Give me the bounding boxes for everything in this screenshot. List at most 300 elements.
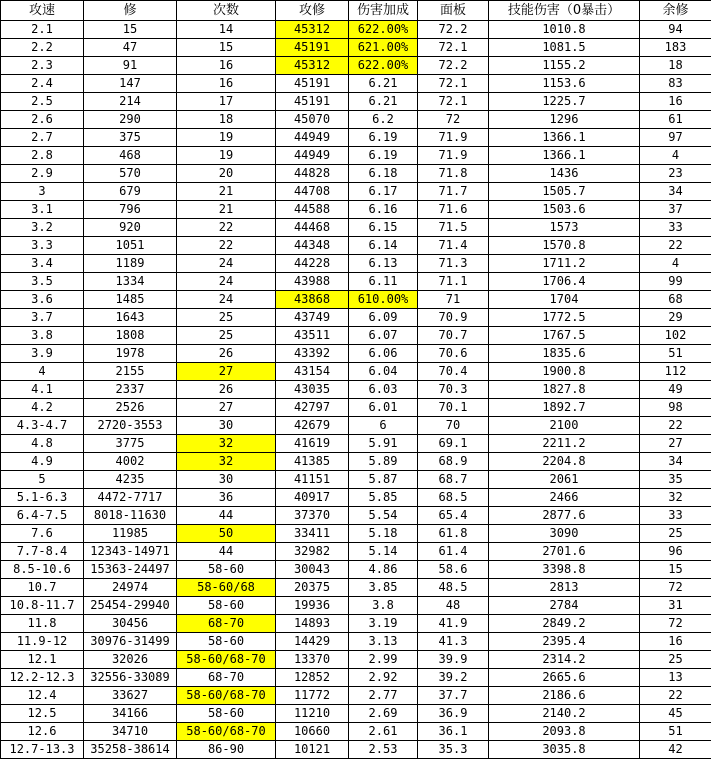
cell-attack-cultivation[interactable]: 11772 xyxy=(276,687,349,705)
cell-panel[interactable]: 68.9 xyxy=(418,453,489,471)
cell-skill-damage[interactable]: 1503.6 xyxy=(489,201,640,219)
cell-count[interactable]: 58-60/68-70 xyxy=(177,687,276,705)
cell-remaining-cultivation[interactable]: 51 xyxy=(640,723,711,741)
cell-damage-bonus[interactable]: 5.87 xyxy=(349,471,418,489)
cell-attack-speed[interactable]: 11.9-12 xyxy=(1,633,84,651)
cell-remaining-cultivation[interactable]: 18 xyxy=(640,57,711,75)
cell-attack-cultivation[interactable]: 10660 xyxy=(276,723,349,741)
cell-cultivation[interactable]: 4235 xyxy=(84,471,177,489)
cell-attack-speed[interactable]: 2.6 xyxy=(1,111,84,129)
cell-remaining-cultivation[interactable]: 72 xyxy=(640,579,711,597)
cell-skill-damage[interactable]: 1900.8 xyxy=(489,363,640,381)
cell-skill-damage[interactable]: 1366.1 xyxy=(489,129,640,147)
cell-damage-bonus[interactable]: 6.06 xyxy=(349,345,418,363)
cell-count[interactable]: 26 xyxy=(177,345,276,363)
cell-remaining-cultivation[interactable]: 96 xyxy=(640,543,711,561)
cell-remaining-cultivation[interactable]: 4 xyxy=(640,255,711,273)
cell-attack-cultivation[interactable]: 42679 xyxy=(276,417,349,435)
cell-count[interactable]: 30 xyxy=(177,417,276,435)
cell-remaining-cultivation[interactable]: 4 xyxy=(640,147,711,165)
cell-attack-speed[interactable]: 2.4 xyxy=(1,75,84,93)
cell-cultivation[interactable]: 25454-29940 xyxy=(84,597,177,615)
header-skill-damage[interactable]: 技能伤害（0暴击） xyxy=(489,1,640,21)
cell-remaining-cultivation[interactable]: 22 xyxy=(640,237,711,255)
cell-attack-cultivation[interactable]: 45070 xyxy=(276,111,349,129)
cell-count[interactable]: 27 xyxy=(177,363,276,381)
cell-panel[interactable]: 61.4 xyxy=(418,543,489,561)
cell-attack-speed[interactable]: 3.2 xyxy=(1,219,84,237)
cell-skill-damage[interactable]: 2061 xyxy=(489,471,640,489)
cell-cultivation[interactable]: 375 xyxy=(84,129,177,147)
cell-attack-speed[interactable]: 4 xyxy=(1,363,84,381)
cell-cultivation[interactable]: 3775 xyxy=(84,435,177,453)
cell-attack-cultivation[interactable]: 12852 xyxy=(276,669,349,687)
cell-skill-damage[interactable]: 1772.5 xyxy=(489,309,640,327)
cell-remaining-cultivation[interactable]: 49 xyxy=(640,381,711,399)
cell-attack-speed[interactable]: 12.5 xyxy=(1,705,84,723)
cell-damage-bonus[interactable]: 2.69 xyxy=(349,705,418,723)
cell-panel[interactable]: 72 xyxy=(418,111,489,129)
cell-remaining-cultivation[interactable]: 34 xyxy=(640,453,711,471)
cell-attack-cultivation[interactable]: 44228 xyxy=(276,255,349,273)
cell-damage-bonus[interactable]: 6.14 xyxy=(349,237,418,255)
cell-panel[interactable]: 68.7 xyxy=(418,471,489,489)
cell-cultivation[interactable]: 15363-24497 xyxy=(84,561,177,579)
cell-attack-cultivation[interactable]: 44949 xyxy=(276,147,349,165)
cell-count[interactable]: 30 xyxy=(177,471,276,489)
cell-attack-speed[interactable]: 3.5 xyxy=(1,273,84,291)
cell-attack-speed[interactable]: 4.9 xyxy=(1,453,84,471)
cell-attack-speed[interactable]: 3.8 xyxy=(1,327,84,345)
cell-count[interactable]: 22 xyxy=(177,219,276,237)
cell-attack-speed[interactable]: 2.7 xyxy=(1,129,84,147)
cell-attack-speed[interactable]: 11.8 xyxy=(1,615,84,633)
cell-attack-cultivation[interactable]: 14893 xyxy=(276,615,349,633)
cell-panel[interactable]: 72.2 xyxy=(418,21,489,39)
cell-attack-speed[interactable]: 3.3 xyxy=(1,237,84,255)
cell-count[interactable]: 36 xyxy=(177,489,276,507)
cell-panel[interactable]: 72.1 xyxy=(418,39,489,57)
cell-attack-speed[interactable]: 7.7-8.4 xyxy=(1,543,84,561)
cell-cultivation[interactable]: 570 xyxy=(84,165,177,183)
cell-attack-speed[interactable]: 3.1 xyxy=(1,201,84,219)
cell-attack-speed[interactable]: 10.7 xyxy=(1,579,84,597)
cell-remaining-cultivation[interactable]: 45 xyxy=(640,705,711,723)
cell-attack-speed[interactable]: 3.4 xyxy=(1,255,84,273)
cell-panel[interactable]: 72.2 xyxy=(418,57,489,75)
cell-panel[interactable]: 39.9 xyxy=(418,651,489,669)
cell-skill-damage[interactable]: 1010.8 xyxy=(489,21,640,39)
cell-skill-damage[interactable]: 1366.1 xyxy=(489,147,640,165)
cell-skill-damage[interactable]: 2140.2 xyxy=(489,705,640,723)
cell-attack-cultivation[interactable]: 42797 xyxy=(276,399,349,417)
cell-remaining-cultivation[interactable]: 34 xyxy=(640,183,711,201)
cell-remaining-cultivation[interactable]: 61 xyxy=(640,111,711,129)
cell-cultivation[interactable]: 91 xyxy=(84,57,177,75)
cell-panel[interactable]: 69.1 xyxy=(418,435,489,453)
cell-damage-bonus[interactable]: 2.92 xyxy=(349,669,418,687)
cell-damage-bonus[interactable]: 622.00% xyxy=(349,21,418,39)
cell-attack-cultivation[interactable]: 14429 xyxy=(276,633,349,651)
cell-damage-bonus[interactable]: 5.91 xyxy=(349,435,418,453)
cell-damage-bonus[interactable]: 4.86 xyxy=(349,561,418,579)
cell-panel[interactable]: 37.7 xyxy=(418,687,489,705)
cell-attack-speed[interactable]: 2.3 xyxy=(1,57,84,75)
cell-count[interactable]: 22 xyxy=(177,237,276,255)
cell-attack-cultivation[interactable]: 20375 xyxy=(276,579,349,597)
cell-remaining-cultivation[interactable]: 16 xyxy=(640,93,711,111)
cell-cultivation[interactable]: 147 xyxy=(84,75,177,93)
cell-remaining-cultivation[interactable]: 99 xyxy=(640,273,711,291)
cell-count[interactable]: 58-60 xyxy=(177,705,276,723)
cell-cultivation[interactable]: 12343-14971 xyxy=(84,543,177,561)
cell-remaining-cultivation[interactable]: 25 xyxy=(640,525,711,543)
cell-count[interactable]: 15 xyxy=(177,39,276,57)
cell-count[interactable]: 32 xyxy=(177,435,276,453)
cell-count[interactable]: 25 xyxy=(177,309,276,327)
cell-cultivation[interactable]: 35258-38614 xyxy=(84,741,177,759)
cell-damage-bonus[interactable]: 5.54 xyxy=(349,507,418,525)
cell-attack-cultivation[interactable]: 43392 xyxy=(276,345,349,363)
cell-damage-bonus[interactable]: 5.89 xyxy=(349,453,418,471)
cell-damage-bonus[interactable]: 6.16 xyxy=(349,201,418,219)
cell-damage-bonus[interactable]: 3.85 xyxy=(349,579,418,597)
cell-panel[interactable]: 71.5 xyxy=(418,219,489,237)
cell-remaining-cultivation[interactable]: 32 xyxy=(640,489,711,507)
header-cultivation[interactable]: 修 xyxy=(84,1,177,21)
cell-remaining-cultivation[interactable]: 102 xyxy=(640,327,711,345)
cell-panel[interactable]: 58.6 xyxy=(418,561,489,579)
cell-panel[interactable]: 48.5 xyxy=(418,579,489,597)
cell-attack-cultivation[interactable]: 30043 xyxy=(276,561,349,579)
cell-cultivation[interactable]: 214 xyxy=(84,93,177,111)
cell-skill-damage[interactable]: 1706.4 xyxy=(489,273,640,291)
cell-damage-bonus[interactable]: 6.11 xyxy=(349,273,418,291)
cell-count[interactable]: 86-90 xyxy=(177,741,276,759)
cell-skill-damage[interactable]: 1153.6 xyxy=(489,75,640,93)
cell-cultivation[interactable]: 2526 xyxy=(84,399,177,417)
cell-cultivation[interactable]: 1051 xyxy=(84,237,177,255)
cell-attack-cultivation[interactable]: 43988 xyxy=(276,273,349,291)
cell-count[interactable]: 14 xyxy=(177,21,276,39)
cell-skill-damage[interactable]: 2877.6 xyxy=(489,507,640,525)
cell-attack-speed[interactable]: 4.2 xyxy=(1,399,84,417)
cell-damage-bonus[interactable]: 3.13 xyxy=(349,633,418,651)
cell-skill-damage[interactable]: 2395.4 xyxy=(489,633,640,651)
cell-cultivation[interactable]: 2155 xyxy=(84,363,177,381)
cell-damage-bonus[interactable]: 6.19 xyxy=(349,147,418,165)
cell-panel[interactable]: 72.1 xyxy=(418,93,489,111)
cell-attack-speed[interactable]: 12.1 xyxy=(1,651,84,669)
cell-cultivation[interactable]: 920 xyxy=(84,219,177,237)
cell-skill-damage[interactable]: 2784 xyxy=(489,597,640,615)
cell-count[interactable]: 16 xyxy=(177,75,276,93)
cell-panel[interactable]: 61.8 xyxy=(418,525,489,543)
cell-count[interactable]: 58-60/68 xyxy=(177,579,276,597)
cell-remaining-cultivation[interactable]: 16 xyxy=(640,633,711,651)
cell-cultivation[interactable]: 30976-31499 xyxy=(84,633,177,651)
cell-attack-speed[interactable]: 3.9 xyxy=(1,345,84,363)
cell-attack-speed[interactable]: 10.8-11.7 xyxy=(1,597,84,615)
cell-damage-bonus[interactable]: 2.61 xyxy=(349,723,418,741)
cell-skill-damage[interactable]: 3090 xyxy=(489,525,640,543)
cell-attack-cultivation[interactable]: 44348 xyxy=(276,237,349,255)
cell-cultivation[interactable]: 11985 xyxy=(84,525,177,543)
cell-damage-bonus[interactable]: 6.03 xyxy=(349,381,418,399)
cell-count[interactable]: 24 xyxy=(177,273,276,291)
cell-remaining-cultivation[interactable]: 42 xyxy=(640,741,711,759)
cell-panel[interactable]: 71.1 xyxy=(418,273,489,291)
cell-damage-bonus[interactable]: 6.07 xyxy=(349,327,418,345)
cell-count[interactable]: 24 xyxy=(177,255,276,273)
cell-panel[interactable]: 41.3 xyxy=(418,633,489,651)
cell-attack-cultivation[interactable]: 44588 xyxy=(276,201,349,219)
cell-count[interactable]: 58-60 xyxy=(177,561,276,579)
cell-attack-cultivation[interactable]: 43868 xyxy=(276,291,349,309)
cell-count[interactable]: 50 xyxy=(177,525,276,543)
cell-count[interactable]: 19 xyxy=(177,129,276,147)
cell-attack-cultivation[interactable]: 44468 xyxy=(276,219,349,237)
cell-attack-cultivation[interactable]: 43511 xyxy=(276,327,349,345)
cell-count[interactable]: 25 xyxy=(177,327,276,345)
cell-attack-cultivation[interactable]: 45312 xyxy=(276,21,349,39)
cell-attack-speed[interactable]: 4.1 xyxy=(1,381,84,399)
cell-attack-cultivation[interactable]: 40917 xyxy=(276,489,349,507)
cell-attack-speed[interactable]: 2.1 xyxy=(1,21,84,39)
cell-skill-damage[interactable]: 2211.2 xyxy=(489,435,640,453)
cell-panel[interactable]: 70.4 xyxy=(418,363,489,381)
cell-attack-speed[interactable]: 12.2-12.3 xyxy=(1,669,84,687)
cell-attack-cultivation[interactable]: 43749 xyxy=(276,309,349,327)
cell-damage-bonus[interactable]: 6.21 xyxy=(349,75,418,93)
cell-damage-bonus[interactable]: 610.00% xyxy=(349,291,418,309)
cell-damage-bonus[interactable]: 2.77 xyxy=(349,687,418,705)
cell-cultivation[interactable]: 4002 xyxy=(84,453,177,471)
cell-panel[interactable]: 48 xyxy=(418,597,489,615)
cell-attack-cultivation[interactable]: 37370 xyxy=(276,507,349,525)
cell-skill-damage[interactable]: 1296 xyxy=(489,111,640,129)
cell-attack-cultivation[interactable]: 45191 xyxy=(276,93,349,111)
cell-damage-bonus[interactable]: 6.04 xyxy=(349,363,418,381)
cell-skill-damage[interactable]: 1225.7 xyxy=(489,93,640,111)
cell-attack-cultivation[interactable]: 19936 xyxy=(276,597,349,615)
cell-damage-bonus[interactable]: 6.2 xyxy=(349,111,418,129)
cell-skill-damage[interactable]: 1081.5 xyxy=(489,39,640,57)
cell-panel[interactable]: 70.3 xyxy=(418,381,489,399)
cell-count[interactable]: 44 xyxy=(177,543,276,561)
cell-cultivation[interactable]: 8018-11630 xyxy=(84,507,177,525)
cell-cultivation[interactable]: 468 xyxy=(84,147,177,165)
cell-count[interactable]: 58-60/68-70 xyxy=(177,651,276,669)
cell-attack-cultivation[interactable]: 44949 xyxy=(276,129,349,147)
cell-attack-cultivation[interactable]: 43154 xyxy=(276,363,349,381)
cell-remaining-cultivation[interactable]: 13 xyxy=(640,669,711,687)
cell-damage-bonus[interactable]: 5.85 xyxy=(349,489,418,507)
cell-count[interactable]: 68-70 xyxy=(177,669,276,687)
cell-damage-bonus[interactable]: 6.19 xyxy=(349,129,418,147)
cell-panel[interactable]: 70 xyxy=(418,417,489,435)
cell-remaining-cultivation[interactable]: 94 xyxy=(640,21,711,39)
cell-attack-cultivation[interactable]: 45312 xyxy=(276,57,349,75)
cell-skill-damage[interactable]: 2665.6 xyxy=(489,669,640,687)
cell-damage-bonus[interactable]: 2.53 xyxy=(349,741,418,759)
cell-panel[interactable]: 71.9 xyxy=(418,147,489,165)
cell-skill-damage[interactable]: 2204.8 xyxy=(489,453,640,471)
cell-damage-bonus[interactable]: 3.8 xyxy=(349,597,418,615)
cell-panel[interactable]: 39.2 xyxy=(418,669,489,687)
header-panel[interactable]: 面板 xyxy=(418,1,489,21)
cell-cultivation[interactable]: 1485 xyxy=(84,291,177,309)
cell-remaining-cultivation[interactable]: 15 xyxy=(640,561,711,579)
cell-damage-bonus[interactable]: 2.99 xyxy=(349,651,418,669)
cell-cultivation[interactable]: 33627 xyxy=(84,687,177,705)
cell-remaining-cultivation[interactable]: 33 xyxy=(640,507,711,525)
cell-skill-damage[interactable]: 3035.8 xyxy=(489,741,640,759)
cell-cultivation[interactable]: 290 xyxy=(84,111,177,129)
cell-damage-bonus[interactable]: 6.17 xyxy=(349,183,418,201)
cell-remaining-cultivation[interactable]: 35 xyxy=(640,471,711,489)
cell-panel[interactable]: 71.8 xyxy=(418,165,489,183)
cell-attack-cultivation[interactable]: 10121 xyxy=(276,741,349,759)
cell-cultivation[interactable]: 32026 xyxy=(84,651,177,669)
cell-count[interactable]: 68-70 xyxy=(177,615,276,633)
cell-attack-speed[interactable]: 2.5 xyxy=(1,93,84,111)
cell-cultivation[interactable]: 30456 xyxy=(84,615,177,633)
cell-panel[interactable]: 71.6 xyxy=(418,201,489,219)
cell-count[interactable]: 27 xyxy=(177,399,276,417)
cell-skill-damage[interactable]: 1767.5 xyxy=(489,327,640,345)
cell-count[interactable]: 21 xyxy=(177,201,276,219)
cell-skill-damage[interactable]: 1155.2 xyxy=(489,57,640,75)
cell-damage-bonus[interactable]: 5.18 xyxy=(349,525,418,543)
cell-panel[interactable]: 68.5 xyxy=(418,489,489,507)
cell-damage-bonus[interactable]: 6.13 xyxy=(349,255,418,273)
cell-panel[interactable]: 35.3 xyxy=(418,741,489,759)
cell-attack-speed[interactable]: 12.7-13.3 xyxy=(1,741,84,759)
cell-attack-speed[interactable]: 8.5-10.6 xyxy=(1,561,84,579)
cell-skill-damage[interactable]: 2701.6 xyxy=(489,543,640,561)
cell-attack-cultivation[interactable]: 43035 xyxy=(276,381,349,399)
cell-count[interactable]: 16 xyxy=(177,57,276,75)
cell-panel[interactable]: 71.4 xyxy=(418,237,489,255)
cell-cultivation[interactable]: 4472-7717 xyxy=(84,489,177,507)
cell-panel[interactable]: 72.1 xyxy=(418,75,489,93)
cell-cultivation[interactable]: 2720-3553 xyxy=(84,417,177,435)
cell-panel[interactable]: 41.9 xyxy=(418,615,489,633)
cell-cultivation[interactable]: 679 xyxy=(84,183,177,201)
cell-panel[interactable]: 70.7 xyxy=(418,327,489,345)
cell-attack-speed[interactable]: 3 xyxy=(1,183,84,201)
cell-remaining-cultivation[interactable]: 97 xyxy=(640,129,711,147)
cell-damage-bonus[interactable]: 622.00% xyxy=(349,57,418,75)
cell-remaining-cultivation[interactable]: 183 xyxy=(640,39,711,57)
cell-attack-speed[interactable]: 2.9 xyxy=(1,165,84,183)
cell-damage-bonus[interactable]: 6 xyxy=(349,417,418,435)
cell-cultivation[interactable]: 15 xyxy=(84,21,177,39)
cell-cultivation[interactable]: 1643 xyxy=(84,309,177,327)
cell-count[interactable]: 58-60/68-70 xyxy=(177,723,276,741)
cell-damage-bonus[interactable]: 6.01 xyxy=(349,399,418,417)
cell-skill-damage[interactable]: 2849.2 xyxy=(489,615,640,633)
cell-remaining-cultivation[interactable]: 68 xyxy=(640,291,711,309)
cell-remaining-cultivation[interactable]: 33 xyxy=(640,219,711,237)
cell-count[interactable]: 21 xyxy=(177,183,276,201)
cell-skill-damage[interactable]: 1570.8 xyxy=(489,237,640,255)
cell-panel[interactable]: 71 xyxy=(418,291,489,309)
cell-attack-cultivation[interactable]: 13370 xyxy=(276,651,349,669)
cell-panel[interactable]: 65.4 xyxy=(418,507,489,525)
cell-damage-bonus[interactable]: 6.15 xyxy=(349,219,418,237)
cell-attack-cultivation[interactable]: 33411 xyxy=(276,525,349,543)
cell-attack-speed[interactable]: 12.6 xyxy=(1,723,84,741)
header-damage-bonus[interactable]: 伤害加成 xyxy=(349,1,418,21)
cell-count[interactable]: 44 xyxy=(177,507,276,525)
cell-remaining-cultivation[interactable]: 31 xyxy=(640,597,711,615)
cell-remaining-cultivation[interactable]: 29 xyxy=(640,309,711,327)
cell-skill-damage[interactable]: 1827.8 xyxy=(489,381,640,399)
cell-remaining-cultivation[interactable]: 83 xyxy=(640,75,711,93)
cell-cultivation[interactable]: 796 xyxy=(84,201,177,219)
cell-panel[interactable]: 36.9 xyxy=(418,705,489,723)
cell-skill-damage[interactable]: 2093.8 xyxy=(489,723,640,741)
cell-remaining-cultivation[interactable]: 72 xyxy=(640,615,711,633)
cell-attack-speed[interactable]: 3.7 xyxy=(1,309,84,327)
cell-skill-damage[interactable]: 1835.6 xyxy=(489,345,640,363)
cell-attack-cultivation[interactable]: 41385 xyxy=(276,453,349,471)
cell-count[interactable]: 26 xyxy=(177,381,276,399)
cell-count[interactable]: 32 xyxy=(177,453,276,471)
cell-panel[interactable]: 70.6 xyxy=(418,345,489,363)
cell-attack-cultivation[interactable]: 41151 xyxy=(276,471,349,489)
cell-cultivation[interactable]: 34166 xyxy=(84,705,177,723)
cell-count[interactable]: 58-60 xyxy=(177,633,276,651)
header-count[interactable]: 次数 xyxy=(177,1,276,21)
cell-skill-damage[interactable]: 1505.7 xyxy=(489,183,640,201)
cell-cultivation[interactable]: 47 xyxy=(84,39,177,57)
cell-attack-cultivation[interactable]: 44828 xyxy=(276,165,349,183)
cell-damage-bonus[interactable]: 621.00% xyxy=(349,39,418,57)
cell-damage-bonus[interactable]: 6.21 xyxy=(349,93,418,111)
cell-attack-speed[interactable]: 2.2 xyxy=(1,39,84,57)
cell-panel[interactable]: 36.1 xyxy=(418,723,489,741)
cell-remaining-cultivation[interactable]: 22 xyxy=(640,417,711,435)
cell-remaining-cultivation[interactable]: 27 xyxy=(640,435,711,453)
cell-attack-cultivation[interactable]: 41619 xyxy=(276,435,349,453)
cell-attack-speed[interactable]: 5 xyxy=(1,471,84,489)
cell-skill-damage[interactable]: 2100 xyxy=(489,417,640,435)
cell-attack-cultivation[interactable]: 45191 xyxy=(276,39,349,57)
cell-skill-damage[interactable]: 2466 xyxy=(489,489,640,507)
cell-count[interactable]: 18 xyxy=(177,111,276,129)
cell-damage-bonus[interactable]: 3.19 xyxy=(349,615,418,633)
cell-attack-speed[interactable]: 12.4 xyxy=(1,687,84,705)
cell-count[interactable]: 19 xyxy=(177,147,276,165)
cell-panel[interactable]: 71.3 xyxy=(418,255,489,273)
cell-skill-damage[interactable]: 2314.2 xyxy=(489,651,640,669)
cell-skill-damage[interactable]: 1892.7 xyxy=(489,399,640,417)
cell-attack-cultivation[interactable]: 45191 xyxy=(276,75,349,93)
header-attack-speed[interactable]: 攻速 xyxy=(1,1,84,21)
cell-skill-damage[interactable]: 3398.8 xyxy=(489,561,640,579)
header-attack-cultivation[interactable]: 攻修 xyxy=(276,1,349,21)
cell-count[interactable]: 24 xyxy=(177,291,276,309)
cell-cultivation[interactable]: 24974 xyxy=(84,579,177,597)
cell-remaining-cultivation[interactable]: 98 xyxy=(640,399,711,417)
cell-cultivation[interactable]: 1189 xyxy=(84,255,177,273)
cell-panel[interactable]: 70.9 xyxy=(418,309,489,327)
cell-damage-bonus[interactable]: 6.09 xyxy=(349,309,418,327)
cell-attack-cultivation[interactable]: 11210 xyxy=(276,705,349,723)
